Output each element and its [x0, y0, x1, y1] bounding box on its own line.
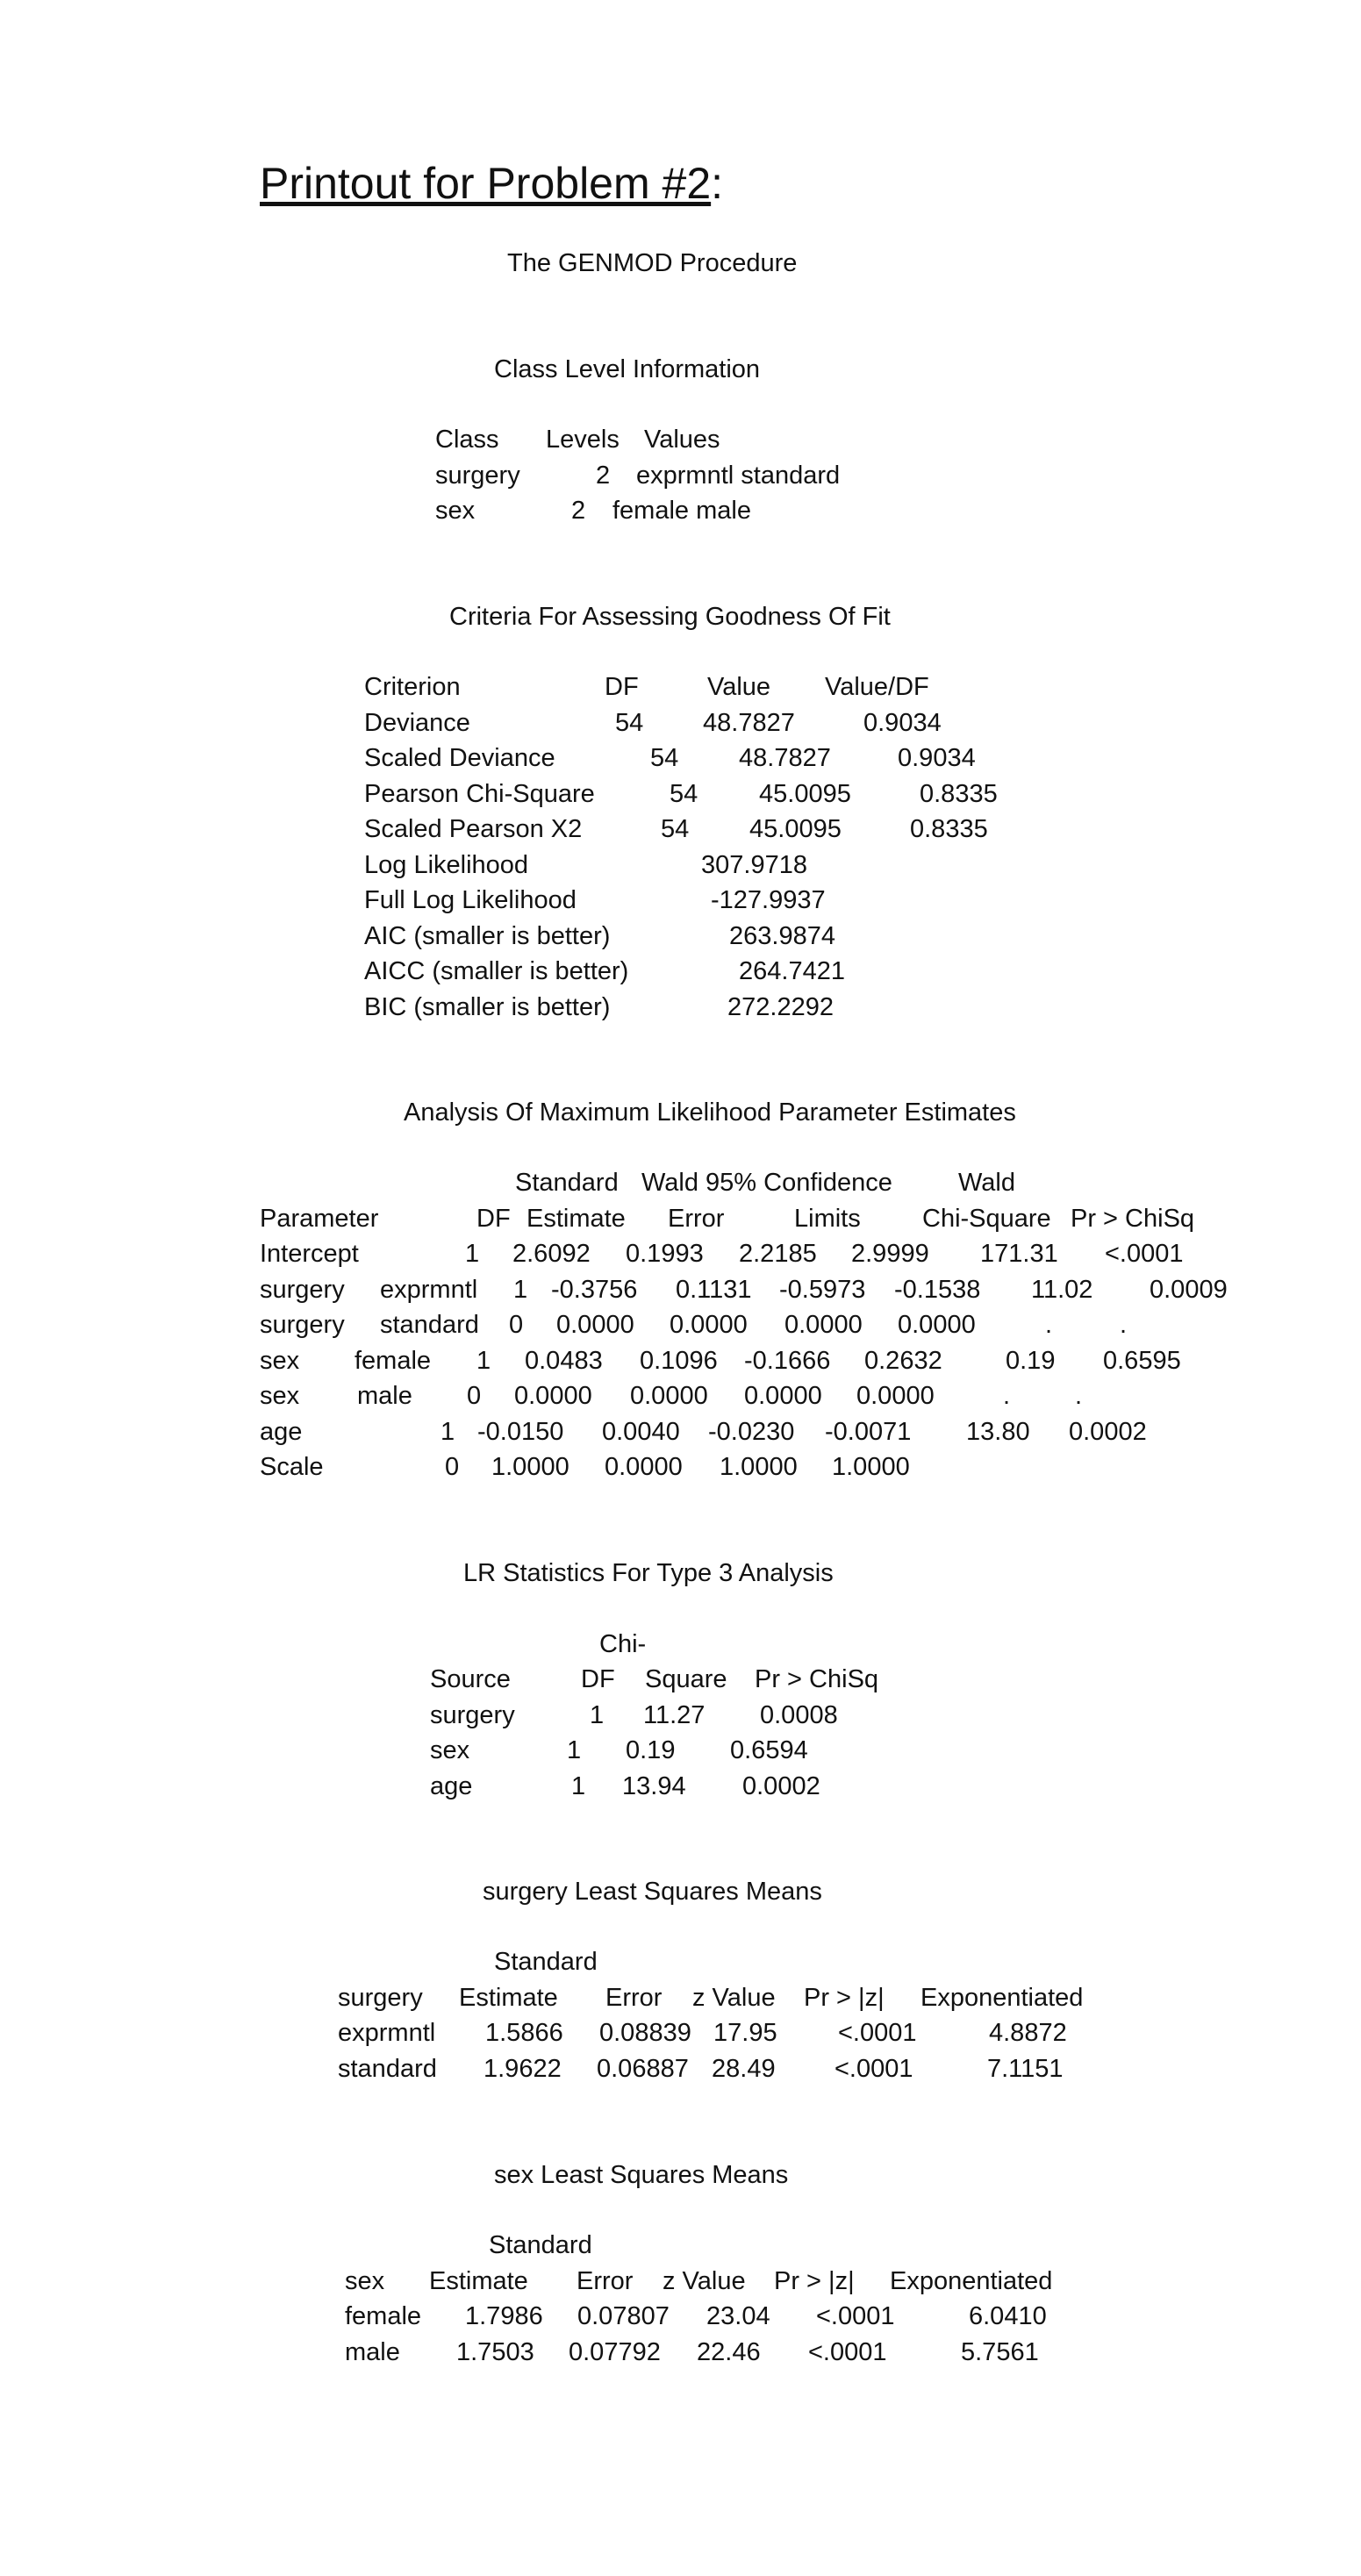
table-cell: 0.0000: [630, 1382, 708, 1410]
table-cell: 1.0000: [720, 1453, 798, 1481]
table-header: Value/DF: [825, 673, 929, 701]
table-header: Error: [577, 2267, 634, 2295]
table-cell: AIC (smaller is better): [364, 922, 611, 950]
table-cell: Log Likelihood: [364, 851, 529, 879]
table-header: Error: [605, 1984, 663, 2012]
table-cell: 0.07792: [569, 2338, 661, 2366]
table-cell: 7.1151: [987, 2055, 1064, 2083]
table-cell: -0.1666: [744, 1347, 831, 1375]
type3-heading: LR Statistics For Type 3 Analysis: [463, 1559, 834, 1587]
table-cell: 0.1096: [640, 1347, 718, 1375]
table-header: Estimate: [459, 1984, 558, 2012]
table-cell: exprmntl: [380, 1276, 478, 1304]
table-cell: sex: [260, 1347, 300, 1375]
table-cell: 307.9718: [701, 851, 807, 879]
table-header: z Value: [663, 2267, 746, 2295]
table-cell: 54: [650, 744, 679, 772]
table-cell: 45.0095: [759, 780, 851, 808]
table-cell: male: [357, 1382, 412, 1410]
table-header: DF: [581, 1665, 615, 1693]
table-header: DF: [605, 673, 639, 701]
table-cell: 0.0000: [856, 1382, 935, 1410]
table-cell: 0.19: [626, 1736, 676, 1764]
table-cell: Deviance: [364, 709, 470, 737]
table-cell: 11.27: [643, 1701, 706, 1729]
table-cell: -0.0230: [708, 1418, 795, 1446]
table-cell: Pearson Chi-Square: [364, 780, 595, 808]
table-cell: 0.0002: [742, 1772, 820, 1800]
table-cell: 2.9999: [851, 1240, 929, 1268]
table-cell: 0: [467, 1382, 482, 1410]
table-cell: 0.6594: [730, 1736, 808, 1764]
table-cell: <.0001: [1105, 1240, 1184, 1268]
table-cell: 6.0410: [969, 2302, 1047, 2330]
table-cell: 0.0009: [1150, 1276, 1228, 1304]
table-cell: female: [355, 1347, 432, 1375]
table-cell: 0.0000: [744, 1382, 822, 1410]
table-cell: 23.04: [706, 2302, 770, 2330]
table-cell: 1: [590, 1701, 605, 1729]
table-cell: 0.0000: [784, 1311, 863, 1339]
table-cell: -0.0150: [477, 1418, 564, 1446]
table-header: sex: [345, 2267, 385, 2295]
table-cell: 0: [445, 1453, 460, 1481]
table-cell: 1: [513, 1276, 528, 1304]
table-cell: 272.2292: [727, 993, 834, 1021]
table-cell: 263.9874: [729, 922, 835, 950]
table-cell: 2.2185: [739, 1240, 817, 1268]
table-cell: 4.8872: [989, 2019, 1067, 2047]
table-header: Values: [644, 426, 720, 454]
table-cell: surgery: [430, 1701, 515, 1729]
table-cell: 1.7503: [456, 2338, 534, 2366]
table-cell: .: [1075, 1382, 1083, 1410]
table-cell: 45.0095: [749, 815, 842, 843]
table-cell: 13.94: [622, 1772, 686, 1800]
table-cell: -127.9937: [711, 886, 826, 914]
table-header: Value: [707, 673, 771, 701]
goodness-of-fit-heading: Criteria For Assessing Goodness Of Fit: [449, 603, 891, 631]
table-cell: <.0001: [838, 2019, 917, 2047]
table-cell: 5.7561: [961, 2338, 1039, 2366]
table-cell: 54: [670, 780, 698, 808]
table-header: Exponentiated: [920, 1984, 1084, 2012]
table-cell: 17.95: [713, 2019, 777, 2047]
table-header: Pr > ChiSq: [755, 1665, 879, 1693]
table-cell: exprmntl: [338, 2019, 436, 2047]
table-cell: 0.0000: [670, 1311, 748, 1339]
table-header: surgery: [338, 1984, 423, 2012]
table-cell: Scaled Pearson X2: [364, 815, 583, 843]
table-cell: 0.0483: [525, 1347, 603, 1375]
surgery-lsmeans-heading: surgery Least Squares Means: [483, 1878, 822, 1906]
table-cell: 0: [509, 1311, 524, 1339]
table-cell: <.0001: [835, 2055, 913, 2083]
table-cell: -0.1538: [894, 1276, 981, 1304]
table-cell: -0.5973: [779, 1276, 866, 1304]
table-cell: 1: [465, 1240, 480, 1268]
table-cell: 54: [615, 709, 644, 737]
table-header: Wald: [958, 1169, 1015, 1197]
table-cell: 0.8335: [920, 780, 998, 808]
page-title: [260, 159, 724, 208]
table-cell: age: [430, 1772, 473, 1800]
table-header: Estimate: [526, 1205, 626, 1233]
table-cell: .: [1120, 1311, 1128, 1339]
table-cell: 171.31: [980, 1240, 1058, 1268]
table-header: Square: [645, 1665, 727, 1693]
table-header: Chi-: [599, 1630, 647, 1658]
table-cell: -0.0071: [825, 1418, 912, 1446]
table-cell: 1.0000: [832, 1453, 910, 1481]
table-cell: 0.2632: [864, 1347, 942, 1375]
parameter-estimates-heading: Analysis Of Maximum Likelihood Parameter Estimates: [404, 1098, 1016, 1127]
table-cell: 0.0002: [1069, 1418, 1147, 1446]
table-cell: 1: [567, 1736, 582, 1764]
table-header: Standard: [489, 2231, 592, 2259]
table-cell: sex: [430, 1736, 470, 1764]
table-cell: Full Log Likelihood: [364, 886, 577, 914]
table-cell: 1.9622: [484, 2055, 562, 2083]
table-cell: 1.7986: [465, 2302, 543, 2330]
table-header: Criterion: [364, 673, 461, 701]
table-cell: 1.5866: [485, 2019, 563, 2047]
table-cell: Intercept: [260, 1240, 359, 1268]
table-cell: surgery: [260, 1311, 345, 1339]
table-cell: 0.0000: [605, 1453, 683, 1481]
procedure-heading: The GENMOD Procedure: [507, 249, 798, 277]
table-cell: 2: [596, 462, 611, 490]
table-cell: female: [345, 2302, 422, 2330]
table-cell: 13.80: [966, 1418, 1030, 1446]
table-cell: age: [260, 1418, 303, 1446]
table-cell: surgery: [260, 1276, 345, 1304]
table-cell: 0.0008: [760, 1701, 838, 1729]
table-cell: 1.0000: [491, 1453, 569, 1481]
table-header: Wald 95% Confidence: [641, 1169, 892, 1197]
table-cell: 0.08839: [599, 2019, 691, 2047]
class-level-heading: Class Level Information: [494, 355, 761, 383]
table-cell: 0.1993: [626, 1240, 704, 1268]
table-cell: sex: [435, 497, 476, 525]
table-header: Levels: [546, 426, 620, 454]
table-cell: female male: [612, 497, 751, 525]
table-cell: 0.0000: [898, 1311, 976, 1339]
table-cell: exprmntl standard: [636, 462, 841, 490]
table-cell: 0.0000: [514, 1382, 592, 1410]
table-cell: 11.02: [1031, 1276, 1093, 1304]
table-header: Standard: [494, 1948, 598, 1976]
table-cell: 54: [661, 815, 690, 843]
table-cell: 28.49: [712, 2055, 776, 2083]
table-cell: <.0001: [808, 2338, 887, 2366]
table-header: Pr > |z|: [804, 1984, 885, 2012]
table-cell: 48.7827: [739, 744, 831, 772]
table-cell: 0.1131: [676, 1276, 752, 1304]
table-cell: standard: [338, 2055, 437, 2083]
page-title-text: Printout for Problem #2: [260, 159, 712, 208]
table-header: Exponentiated: [890, 2267, 1053, 2295]
page-title-colon: :: [711, 159, 724, 208]
table-cell: 1: [441, 1418, 455, 1446]
table-cell: 0.0000: [556, 1311, 634, 1339]
table-cell: standard: [380, 1311, 479, 1339]
table-header: Chi-Square: [922, 1205, 1051, 1233]
table-header: Estimate: [429, 2267, 528, 2295]
table-cell: 2: [571, 497, 586, 525]
table-cell: 1: [476, 1347, 491, 1375]
table-cell: -0.3756: [551, 1276, 638, 1304]
table-cell: Scaled Deviance: [364, 744, 555, 772]
table-cell: 264.7421: [739, 957, 845, 985]
table-cell: 0.06887: [597, 2055, 689, 2083]
table-cell: 0.19: [1006, 1347, 1056, 1375]
table-cell: sex: [260, 1382, 300, 1410]
table-header: z Value: [692, 1984, 776, 2012]
table-cell: 0.8335: [910, 815, 988, 843]
table-cell: BIC (smaller is better): [364, 993, 611, 1021]
table-header: DF: [476, 1205, 511, 1233]
table-header: Error: [668, 1205, 725, 1233]
table-cell: male: [345, 2338, 400, 2366]
table-cell: 0.07807: [577, 2302, 670, 2330]
table-cell: surgery: [435, 462, 520, 490]
table-header: Standard: [515, 1169, 619, 1197]
table-header: Pr > |z|: [774, 2267, 855, 2295]
table-cell: 0.6595: [1103, 1347, 1181, 1375]
table-cell: 2.6092: [512, 1240, 591, 1268]
table-header: Source: [430, 1665, 511, 1693]
table-header: Parameter: [260, 1205, 379, 1233]
table-cell: .: [1045, 1311, 1053, 1339]
table-cell: 0.0040: [602, 1418, 680, 1446]
table-cell: 1: [571, 1772, 586, 1800]
table-header: Pr > ChiSq: [1071, 1205, 1195, 1233]
table-cell: 48.7827: [703, 709, 795, 737]
table-cell: 22.46: [697, 2338, 761, 2366]
table-cell: <.0001: [816, 2302, 895, 2330]
table-cell: Scale: [260, 1453, 324, 1481]
table-cell: 0.9034: [898, 744, 976, 772]
table-cell: AICC (smaller is better): [364, 957, 629, 985]
sex-lsmeans-heading: sex Least Squares Means: [494, 2161, 789, 2189]
table-header: Limits: [794, 1205, 861, 1233]
table-cell: 0.9034: [863, 709, 942, 737]
table-header: Class: [435, 426, 499, 454]
table-cell: .: [1003, 1382, 1011, 1410]
